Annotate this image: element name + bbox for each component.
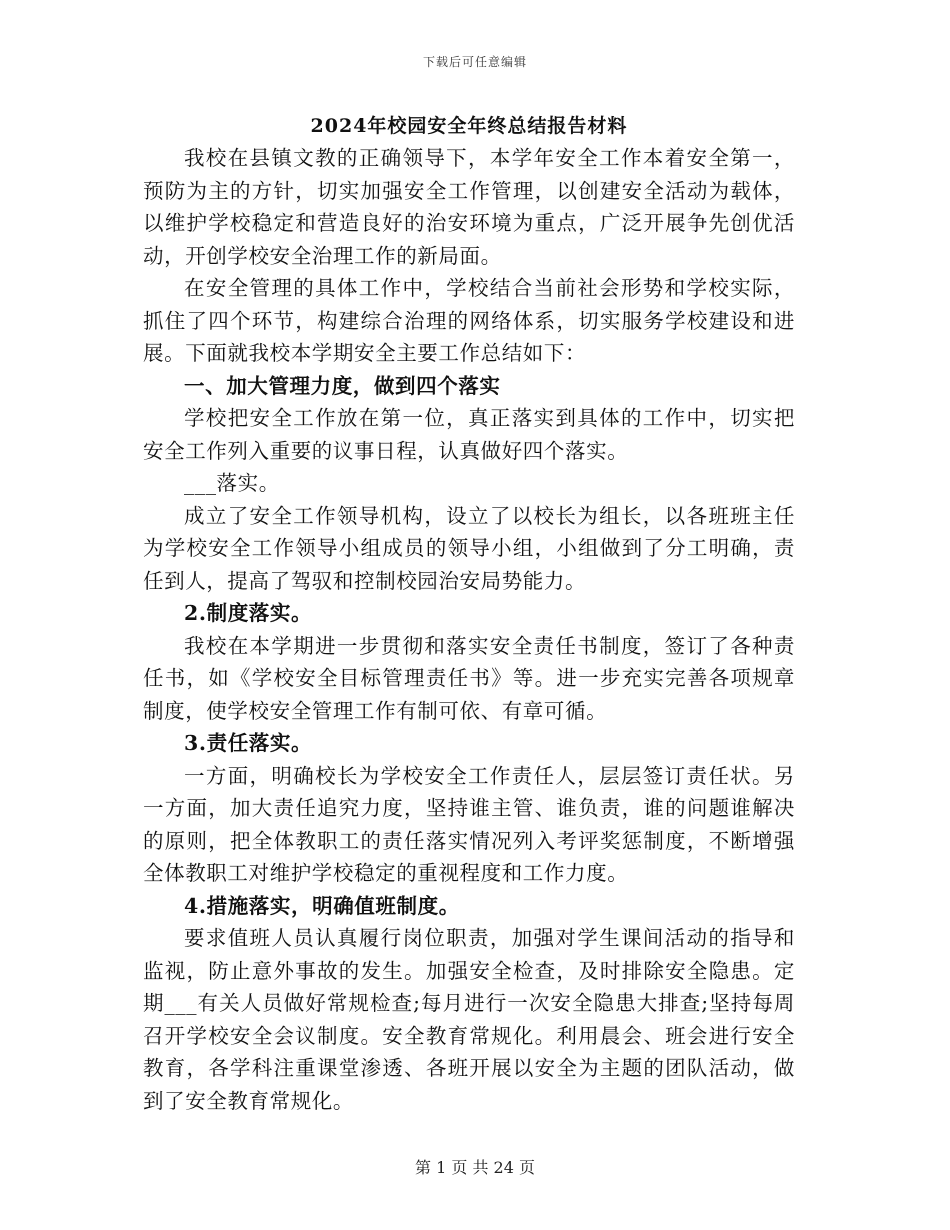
paragraph: 学校把安全工作放在第一位，真正落实到具体的工作中，切实把安全工作列入重要的议事日程，认真做好四个落实。 <box>143 406 795 463</box>
section-heading: 4.措施落实，明确值班制度。 <box>184 893 460 918</box>
paragraph: 我校在县镇文教的正确领导下，本学年安全工作本着安全第一，预防为主的方针，切实加强安全工作管理，以创建安全活动为载体，以维护学校稳定和营造良好的治安环境为重点，广泛开展争先创优活动，开创学校安全治理工作的新局面。 <box>143 146 795 268</box>
section-heading: 2.制度落实。 <box>184 601 313 625</box>
paragraph: 在安全管理的具体工作中，学校结合当前社会形势和学校实际，抓住了四个环节，构建综合治理的网络体系，切实服务学校建设和进展。下面就我校本学期安全主要工作总结如下： <box>143 276 795 365</box>
document-title: 2024年校园安全年终总结报告材料 <box>310 115 628 137</box>
header-note: 下载后可任意编辑 <box>422 55 527 69</box>
page-footer: 第 1 页 共 24 页 <box>415 1158 535 1177</box>
document-body <box>143 110 795 1117</box>
paragraph: 成立了安全工作领导机构，设立了以校长为组长，以各班班主任为学校安全工作领导小组成员的领导小组，小组做到了分工明确，责任到人，提高了驾驭和控制校园治安局势能力。 <box>143 503 795 593</box>
paragraph: ___落实。 <box>184 471 280 495</box>
paragraph: 一方面，明确校长为学校安全工作责任人，层层签订责任状。另一方面，加大责任追究力度，坚持谁主管、谁负责，谁的问题谁解决的原则，把全体教职工的责任落实情况列入考评奖惩制度，不断增强全体教职工对维护学校稳定的重视程度和工作力度。 <box>143 763 795 885</box>
paragraph: 要求值班人员认真履行岗位职责，加强对学生课间活动的指导和监视，防止意外事故的发生。加强安全检查，及时排除安全隐患。定期___有关人员做好常规检查;每月进行一次安全隐患大排查;坚持每周召开学校安全会议制度。安全教育常规化。利用晨会、班会进行安全教育，各学科注重课堂渗透、各班开展以安全为主题的团队活动，做到了安全教育常规化。 <box>143 926 795 1113</box>
section-heading: 一、加大管理力度，做到四个落实 <box>184 373 501 398</box>
section-heading: 3.责任落实。 <box>184 731 313 755</box>
paragraph: 我校在本学期进一步贯彻和落实安全责任书制度，签订了各种责任书，如《学校安全目标管理责任书》等。进一步充实完善各项规章制度，使学校安全管理工作有制可依、有章可循。 <box>143 633 795 723</box>
